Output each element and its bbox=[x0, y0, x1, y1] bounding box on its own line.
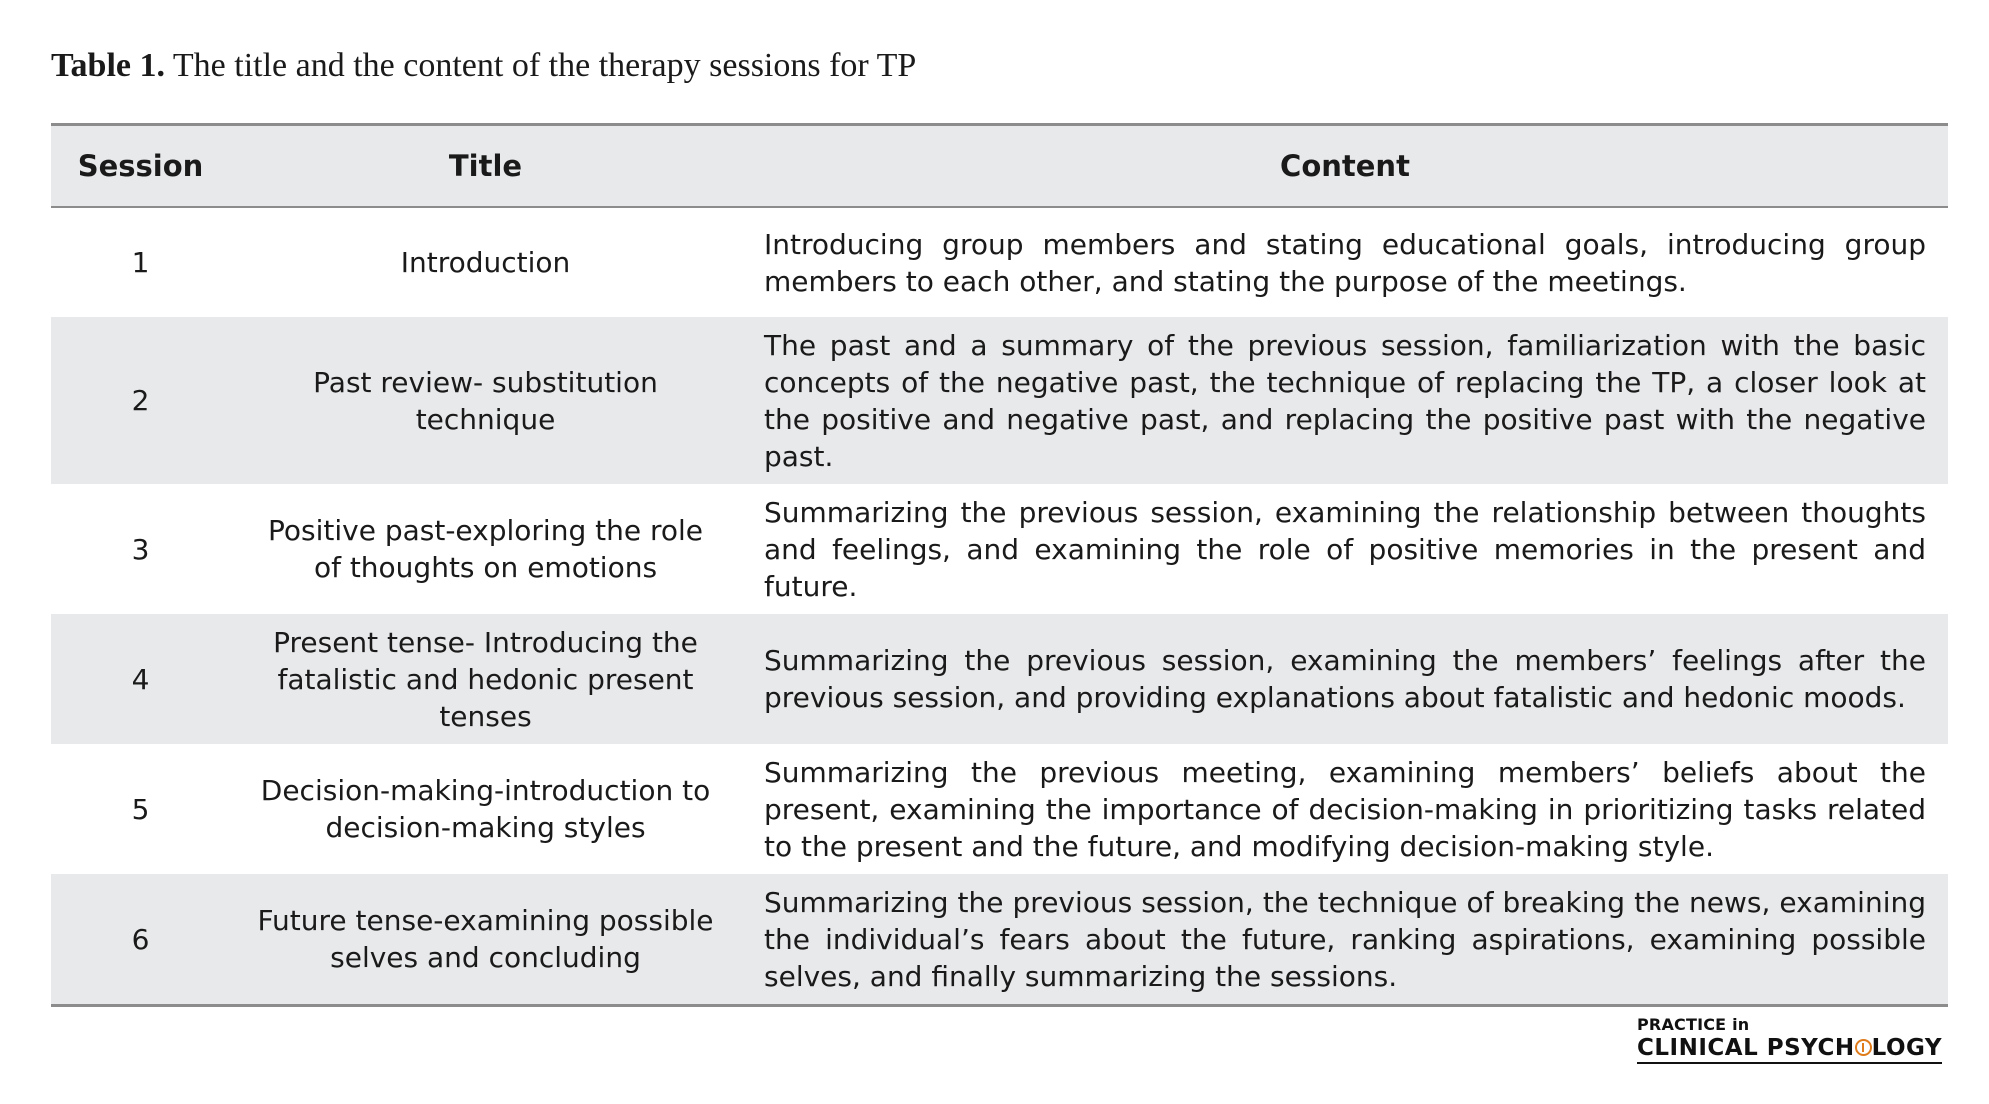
cell-session: 2 bbox=[131, 384, 150, 417]
table-row bbox=[51, 484, 1948, 614]
cell-session: 3 bbox=[131, 532, 150, 566]
cell-content: Summarizing the previous session, the technique of breaking the news, examining the individual’s fears about the future, ranking aspirations, examining possible selves, and finally summarizing the sessions. bbox=[764, 885, 1926, 993]
cell-title: Present tense- Introducing the fatalistic and hedonic present tenses bbox=[273, 625, 698, 733]
cell-content: Introducing group members and stating educational goals, introducing group members to each other, and stating the purpose of the meetings. bbox=[764, 227, 1926, 298]
header-content: Content bbox=[1280, 149, 1410, 183]
cell-content: The past and a summary of the previous session, familiarization with the basic concepts of the negative past, the technique of replacing the TP, a closer look at the positive and negative past, and replacing the positive past with the negative past. bbox=[764, 328, 1926, 473]
cell-content: Summarizing the previous meeting, examining members’ beliefs about the present, examining the importance of decision-making in prioritizing tasks related to the present and the future, and modifying decision-making style. bbox=[764, 755, 1926, 863]
cell-title: Positive past-exploring the role of thoughts on emotions bbox=[267, 514, 704, 584]
cell-session: 6 bbox=[131, 922, 150, 956]
cell-title: Introduction bbox=[400, 246, 571, 279]
caption-label: Table 1. bbox=[51, 47, 166, 84]
cell-title: Decision-making-introduction to decision-making styles bbox=[260, 774, 711, 844]
header-session: Session bbox=[77, 149, 204, 183]
cell-session: 4 bbox=[131, 662, 150, 696]
table-row bbox=[51, 614, 1948, 744]
cell-title: Future tense-examining possible selves and concluding bbox=[257, 904, 714, 974]
header-title: Title bbox=[448, 149, 523, 183]
sessions-table bbox=[51, 123, 1948, 1007]
cell-content: Summarizing the previous session, examining the relationship between thoughts and feelings, and examining the role of positive memories in the present and future. bbox=[764, 495, 1926, 603]
table-caption bbox=[51, 44, 916, 88]
table-row bbox=[51, 208, 1948, 317]
logo-text-part-1: CLINICAL PSYCH bbox=[1637, 1035, 1855, 1061]
logo-o-icon bbox=[1855, 1039, 1872, 1056]
caption-text: The title and the content of the therapy sessions for TP bbox=[165, 47, 917, 84]
cell-content: Summarizing the previous session, examining the members’ feelings after the previous session, and providing explanations about fatalistic and hedonic moods. bbox=[764, 644, 1926, 714]
journal-logo bbox=[1637, 1016, 1948, 1064]
cell-session: 5 bbox=[131, 792, 150, 826]
logo-text-part-2: LOGY bbox=[1871, 1035, 1943, 1061]
table-row bbox=[51, 874, 1948, 1004]
table-row bbox=[51, 317, 1948, 484]
table-header-row bbox=[51, 126, 1948, 208]
cell-title: Past review- substitution technique bbox=[313, 365, 658, 436]
table-row bbox=[51, 744, 1948, 874]
logo-line-practice: PRACTICE in bbox=[1637, 1015, 1750, 1034]
logo-line-clinical-psychology bbox=[1637, 1034, 1942, 1064]
cell-session: 1 bbox=[131, 246, 150, 279]
